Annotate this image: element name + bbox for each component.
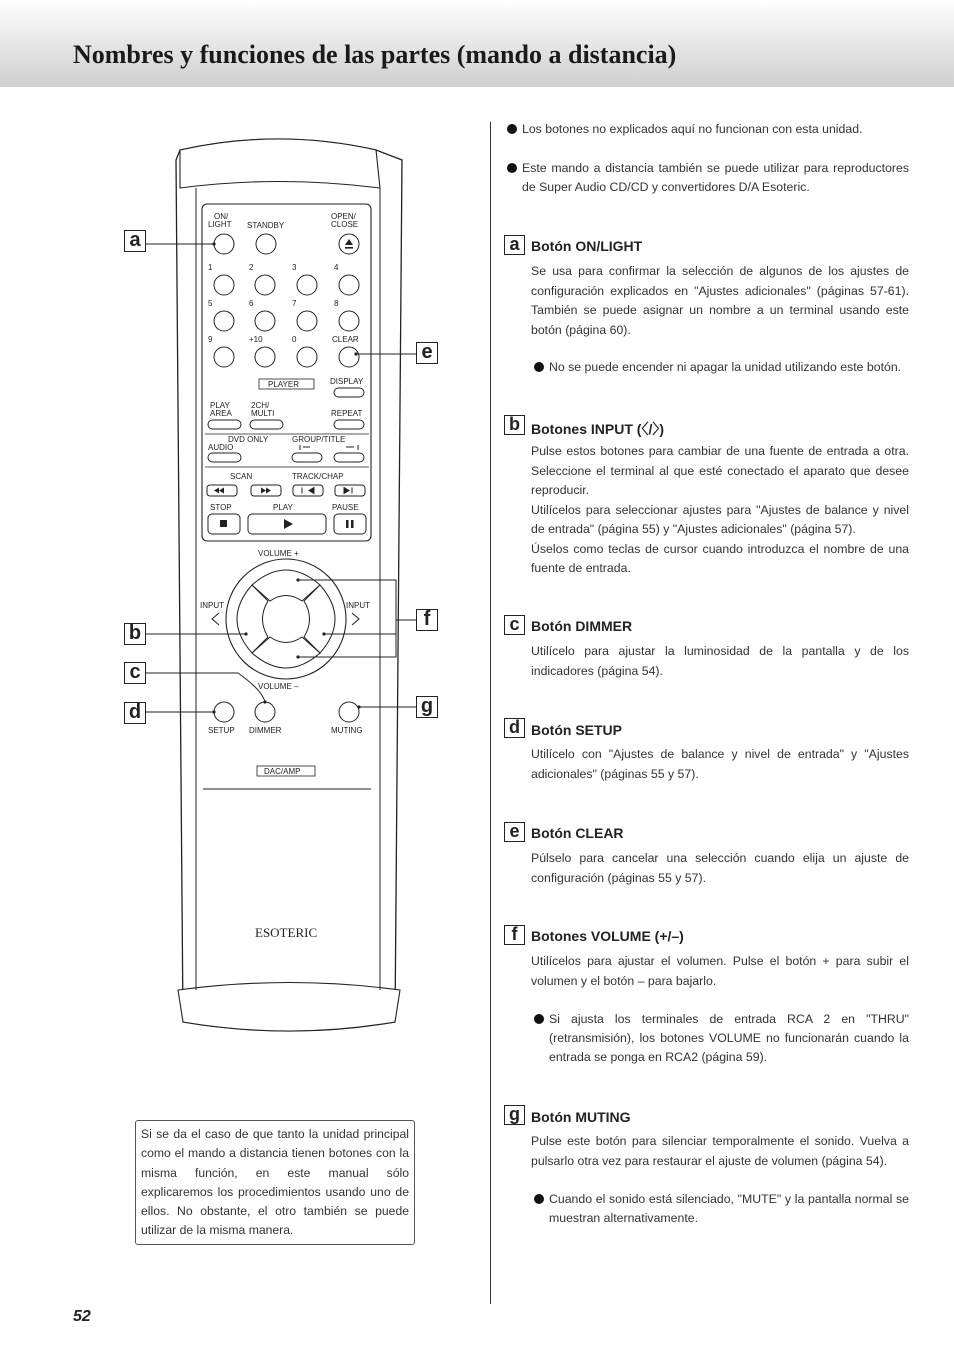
callout-d: d <box>124 702 146 724</box>
callout-f: f <box>416 609 438 631</box>
section-body-a: Se usa para confirmar la selección de algunos de los ajustes de configuración explicados en "Ajustes adicionales" (páginas 57-61). También se puede asignar un nombre a un terminal usando este botón (página 60). <box>531 264 909 337</box>
section-title-g: Botón MUTING <box>531 1109 631 1125</box>
section-body-e: Púlselo para cancelar una selección cuando elija un ajuste de configuración (páginas 55 y 57). <box>531 851 909 885</box>
multi-button[interactable] <box>250 420 283 429</box>
digit-button[interactable] <box>255 347 275 367</box>
clear-label: CLEAR <box>332 335 359 344</box>
intro-bullet: Los botones no explicados aquí no funcionan con esta unidad. <box>507 120 909 139</box>
digit-label: 3 <box>292 263 297 272</box>
audio-button[interactable] <box>208 453 241 462</box>
brand-logo: ESOTERIC <box>255 925 318 940</box>
digit-label: 1 <box>208 263 213 272</box>
bullet-icon <box>507 124 517 134</box>
digit-button[interactable] <box>339 311 359 331</box>
section-body-g: Pulse este botón para silenciar temporalmente el sonido. Vuelva a pulsarlo otra vez para restaurar el ajuste de volumen (página 54). <box>531 1134 909 1168</box>
standby-label: STANDBY <box>247 221 285 230</box>
track-next-button[interactable] <box>335 485 365 496</box>
note-box: Si se da el caso de que tanto la unidad principal como el mando a distancia tienen botones con la misma función, en este manual sólo explicaremos los procedimientos usando uno de ellos. No obstante, el otro también se puede utilizar de la misma manera. <box>135 1120 415 1245</box>
section-bullet-a: No se puede encender ni apagar la unidad utilizando este botón. <box>534 358 909 377</box>
callout-a: a <box>124 230 146 252</box>
pause-label: PAUSE <box>332 503 359 512</box>
player-label: PLAYER <box>268 380 299 389</box>
group-next-button[interactable] <box>334 453 364 462</box>
input-left-label: INPUT <box>200 601 224 610</box>
digit-label: 4 <box>334 263 339 272</box>
muting-label: MUTING <box>331 726 363 735</box>
setup-button[interactable] <box>214 702 234 722</box>
audio-label: AUDIO <box>208 443 234 452</box>
standby-button[interactable] <box>256 234 276 254</box>
track-chap-label: TRACK/CHAP <box>292 472 344 481</box>
group-title-label: GROUP/TITLE <box>292 435 346 444</box>
section-badge-b: b <box>504 415 525 435</box>
setup-label: SETUP <box>208 726 235 735</box>
open-close-label: OPEN/ CLOSE <box>331 212 359 229</box>
track-prev-button[interactable] <box>293 485 323 496</box>
section-bullet-f: Si ajusta los terminales de entrada RCA 2 en "THRU" (retransmisión), los botones VOLUME no funcionarán cuando la entrada se ponga en RCA2 (página 59). <box>534 1010 909 1067</box>
section-body-c: Utilícelo para ajustar la luminosidad de la pantalla y de los indicadores (página 54). <box>531 644 909 678</box>
dimmer-label: DIMMER <box>249 726 282 735</box>
digit-label: +10 <box>249 335 263 344</box>
digit-label: 0 <box>292 335 297 344</box>
digit-label: 5 <box>208 299 213 308</box>
digit-label: 8 <box>334 299 339 308</box>
input-right-label: INPUT <box>346 601 370 610</box>
section-bullet-g: Cuando el sonido está silenciado, "MUTE" y la pantalla normal se muestran alternativamente. <box>534 1190 909 1228</box>
digit-button[interactable] <box>339 275 359 295</box>
repeat-button[interactable] <box>334 420 364 429</box>
digit-button[interactable] <box>297 311 317 331</box>
section-title-c: Botón DIMMER <box>531 618 633 634</box>
column-divider <box>490 122 491 1304</box>
digit-label: 2 <box>249 263 254 272</box>
bullet-icon <box>534 362 544 372</box>
dimmer-button[interactable] <box>255 702 275 722</box>
section-title-d: Botón SETUP <box>531 722 622 738</box>
callout-g: g <box>416 696 438 718</box>
stop-icon <box>220 520 227 527</box>
digit-label: 9 <box>208 335 213 344</box>
digit-button[interactable] <box>297 347 317 367</box>
section-badge-e: e <box>504 822 525 842</box>
volume-plus-label: VOLUME + <box>258 549 299 558</box>
repeat-label: REPEAT <box>331 409 363 418</box>
muting-button[interactable] <box>339 702 359 722</box>
group-prev-button[interactable] <box>292 453 322 462</box>
section-title-f: Botones VOLUME (+/–) <box>531 928 684 944</box>
digit-button[interactable] <box>255 311 275 331</box>
section-body-f: Utilícelos para ajustar el volumen. Pulse el botón + para subir el volumen y el botón – para bajarlo. <box>531 954 909 988</box>
section-body-d: Utilícelo con "Ajustes de balance y nivel de entrada" y "Ajustes adicionales" (páginas 55 y 57). <box>531 747 909 781</box>
bullet-icon <box>534 1014 544 1024</box>
on-light-button[interactable] <box>214 234 234 254</box>
play-label: PLAY <box>273 503 293 512</box>
callout-e: e <box>416 342 438 364</box>
digit-button[interactable] <box>297 275 317 295</box>
stop-label: STOP <box>210 503 232 512</box>
digit-button[interactable] <box>255 275 275 295</box>
display-button[interactable] <box>334 388 364 397</box>
callout-c: c <box>124 662 146 684</box>
section-title-b: Botones INPUT (〈/〉) <box>531 421 664 437</box>
multi-label: 2CH/ MULTI <box>251 401 275 418</box>
section-badge-c: c <box>504 615 525 635</box>
section-body-b: Pulse estos botones para cambiar de una fuente de entrada a otra. Seleccione el terminal al que esté conectado el aparato que desee reproducir. Utilícelos para seleccionar ajustes para "Ajustes de balance y nivel de entrada" (página 55) y "Ajustes adicionales" (página 57). Úselos como teclas de cursor cuando introduzca el nombre de una fuente de entrada. <box>531 444 909 575</box>
callout-b: b <box>124 623 146 645</box>
page-number: 52 <box>73 1308 91 1325</box>
play-area-button[interactable] <box>208 420 241 429</box>
remote-control-illustration <box>0 0 490 1100</box>
scan-label: SCAN <box>230 472 253 481</box>
section-title-e: Botón CLEAR <box>531 825 624 841</box>
dvd-only-label: DVD ONLY <box>228 435 269 444</box>
pause-icon <box>351 520 354 528</box>
digit-button[interactable] <box>214 311 234 331</box>
display-label: DISPLAY <box>330 377 364 386</box>
digit-button[interactable] <box>214 347 234 367</box>
clear-button[interactable] <box>339 347 359 367</box>
intro-bullet: Este mando a distancia también se puede utilizar para reproductores de Super Audio CD/CD y convertidores D/A Esoteric. <box>507 159 909 197</box>
on-light-label: ON/ LIGHT <box>208 212 232 229</box>
section-title-a: Botón ON/LIGHT <box>531 238 643 254</box>
bullet-icon <box>507 163 517 173</box>
dac-amp-label: DAC/AMP <box>264 767 301 776</box>
play-area-label: PLAY AREA <box>210 401 232 418</box>
pause-button[interactable] <box>334 514 366 534</box>
section-badge-a: a <box>504 235 525 255</box>
section-badge-f: f <box>504 925 525 945</box>
page-title: Nombres y funciones de las partes (mando a distancia) <box>73 40 677 69</box>
section-badge-d: d <box>504 718 525 738</box>
section-badge-g: g <box>504 1105 525 1125</box>
digit-label: 7 <box>292 299 297 308</box>
bullet-icon <box>534 1194 544 1204</box>
volume-minus-label: VOLUME – <box>258 682 299 691</box>
digit-button[interactable] <box>214 275 234 295</box>
digit-label: 6 <box>249 299 254 308</box>
